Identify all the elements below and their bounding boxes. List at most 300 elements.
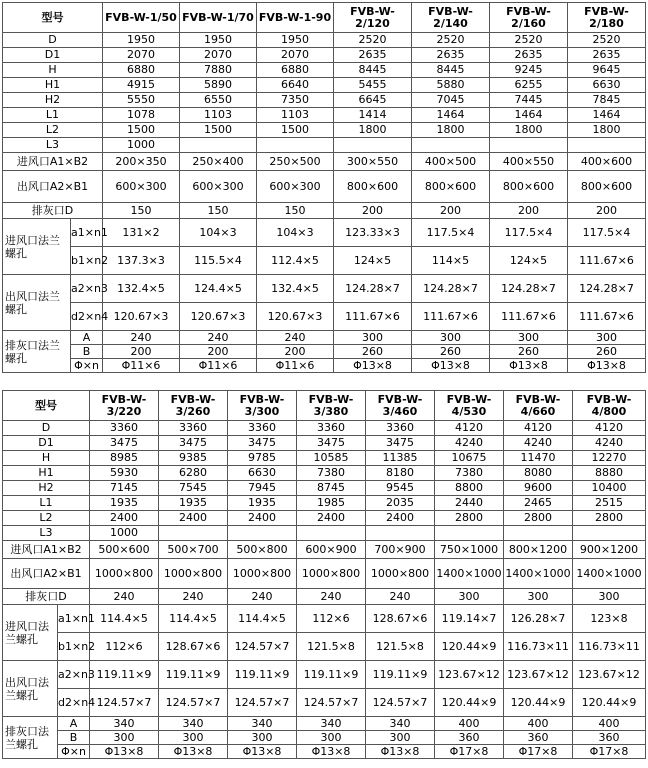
row-label: L3 <box>3 526 90 541</box>
cell-value: 1000×800 <box>366 559 435 589</box>
cell-value: 1800 <box>490 123 568 138</box>
cell-value: Φ13×8 <box>366 745 435 759</box>
cell-value: 1985 <box>297 496 366 511</box>
cell-value: 600×300 <box>103 171 180 203</box>
cell-value: 240 <box>90 589 159 605</box>
header-label: 型号 <box>3 3 103 33</box>
cell-value: 3475 <box>366 436 435 451</box>
cell-value: 400×500 <box>412 153 490 171</box>
cell-value: Φ11×6 <box>103 359 180 373</box>
cell-value: 250×400 <box>180 153 257 171</box>
cell-value: 2070 <box>257 48 334 63</box>
table-row <box>3 33 646 48</box>
cell-value: 119.11×9 <box>366 661 435 689</box>
cell-value: 1950 <box>103 33 180 48</box>
cell-value: 3475 <box>90 436 159 451</box>
sub-label: Φ×n <box>58 745 90 759</box>
cell-value: 2800 <box>435 511 504 526</box>
cell-value: 9785 <box>228 451 297 466</box>
cell-value: 340 <box>90 717 159 731</box>
cell-value: 10400 <box>573 481 646 496</box>
sub-label: A <box>71 331 103 345</box>
model-name: FVB-W-3/380 <box>297 391 366 421</box>
cell-value: 104×3 <box>180 219 257 247</box>
cell-value: 4120 <box>573 421 646 436</box>
row-label: L2 <box>3 511 90 526</box>
cell-value: 1500 <box>180 123 257 138</box>
cell-value: 7380 <box>435 466 504 481</box>
cell-value <box>366 526 435 541</box>
cell-value: 124.4×5 <box>180 275 257 303</box>
cell-value: 116.73×11 <box>573 633 646 661</box>
sub-label: B <box>58 731 90 745</box>
cell-value: 1000×800 <box>228 559 297 589</box>
cell-value: Φ13×8 <box>297 745 366 759</box>
row-label: L2 <box>3 123 103 138</box>
cell-value: 600×300 <box>257 171 334 203</box>
cell-value: 300 <box>334 331 412 345</box>
cell-value: 2800 <box>573 511 646 526</box>
cell-value: 1103 <box>257 108 334 123</box>
cell-value: 128.67×6 <box>366 605 435 633</box>
cell-value: Φ11×6 <box>180 359 257 373</box>
model-name: FVB-W-1/50 <box>103 3 180 33</box>
cell-value <box>257 138 334 153</box>
cell-value: 124.57×7 <box>228 633 297 661</box>
cell-value: 400 <box>435 717 504 731</box>
cell-value: 3475 <box>228 436 297 451</box>
cell-value: 1103 <box>180 108 257 123</box>
cell-value: 120.44×9 <box>435 689 504 717</box>
cell-value: 500×600 <box>90 541 159 559</box>
cell-value: 9645 <box>568 63 646 78</box>
cell-value: 119.11×9 <box>297 661 366 689</box>
group-label: 出风口法兰螺孔 <box>3 661 58 717</box>
cell-value: 11385 <box>366 451 435 466</box>
cell-value: 1464 <box>412 108 490 123</box>
cell-value: 117.5×4 <box>568 219 646 247</box>
cell-value: 240 <box>103 331 180 345</box>
cell-value: Φ17×8 <box>573 745 646 759</box>
table-row <box>3 48 646 63</box>
cell-value: 1000×800 <box>159 559 228 589</box>
cell-value: 3360 <box>297 421 366 436</box>
cell-value: 200 <box>334 203 412 219</box>
cell-value: 10585 <box>297 451 366 466</box>
cell-value: 111.67×6 <box>568 247 646 275</box>
table-row <box>3 123 646 138</box>
cell-value: 3360 <box>228 421 297 436</box>
cell-value: 1800 <box>412 123 490 138</box>
cell-value: 1000×800 <box>297 559 366 589</box>
sub-label: a2×n3 <box>58 661 90 689</box>
cell-value: 2400 <box>228 511 297 526</box>
cell-value: 9600 <box>504 481 573 496</box>
cell-value: 4240 <box>573 436 646 451</box>
cell-value: 124.28×7 <box>412 275 490 303</box>
cell-value: 120.44×9 <box>435 633 504 661</box>
row-label: D1 <box>3 436 90 451</box>
model-name: FVB-W-2/180 <box>568 3 646 33</box>
cell-value <box>573 526 646 541</box>
cell-value: Φ13×8 <box>490 359 568 373</box>
cell-value: 400 <box>573 717 646 731</box>
model-name: FVB-W-3/460 <box>366 391 435 421</box>
row-label: 进风口A1×B2 <box>3 541 90 559</box>
cell-value: 300 <box>159 731 228 745</box>
cell-value: 120.67×3 <box>257 303 334 331</box>
sub-label: d2×n4 <box>58 689 90 717</box>
table-row <box>3 331 646 345</box>
cell-value: 8445 <box>412 63 490 78</box>
cell-value: 1400×1000 <box>504 559 573 589</box>
row-label: D <box>3 421 90 436</box>
cell-value: 1950 <box>180 33 257 48</box>
cell-value: 120.44×9 <box>504 689 573 717</box>
cell-value: 2520 <box>412 33 490 48</box>
row-label: H1 <box>3 78 103 93</box>
cell-value: 6630 <box>568 78 646 93</box>
cell-value: 7545 <box>159 481 228 496</box>
table-row <box>3 605 646 633</box>
cell-value: 600×300 <box>180 171 257 203</box>
header-row <box>3 3 646 33</box>
cell-value: 340 <box>159 717 228 731</box>
cell-value: 6880 <box>257 63 334 78</box>
cell-value: 5455 <box>334 78 412 93</box>
cell-value: 3475 <box>297 436 366 451</box>
cell-value: 121.5×8 <box>297 633 366 661</box>
cell-value: 104×3 <box>257 219 334 247</box>
cell-value: 2515 <box>573 496 646 511</box>
cell-value: 111.67×6 <box>490 303 568 331</box>
row-label: 出风口A2×B1 <box>3 559 90 589</box>
row-label: H2 <box>3 481 90 496</box>
cell-value: 6255 <box>490 78 568 93</box>
spec-table-1 <box>2 2 646 373</box>
cell-value: 200×350 <box>103 153 180 171</box>
table-row <box>3 731 646 745</box>
cell-value: 2400 <box>366 511 435 526</box>
table-row <box>3 661 646 689</box>
cell-value: 119.14×7 <box>435 605 504 633</box>
cell-value: 800×600 <box>568 171 646 203</box>
cell-value: 4240 <box>504 436 573 451</box>
cell-value: 124.57×7 <box>159 689 228 717</box>
cell-value: 2400 <box>297 511 366 526</box>
table-row <box>3 275 646 303</box>
table-row <box>3 481 646 496</box>
cell-value: 240 <box>180 331 257 345</box>
cell-value: 800×600 <box>412 171 490 203</box>
cell-value: 9245 <box>490 63 568 78</box>
cell-value: 128.67×6 <box>159 633 228 661</box>
cell-value: 300 <box>568 331 646 345</box>
cell-value: 1800 <box>568 123 646 138</box>
cell-value: 260 <box>334 345 412 359</box>
cell-value <box>568 138 646 153</box>
model-name: FVB-W-3/260 <box>159 391 228 421</box>
table-row <box>3 745 646 759</box>
cell-value: 119.11×9 <box>159 661 228 689</box>
cell-value: 300 <box>573 589 646 605</box>
cell-value: 124.57×7 <box>297 689 366 717</box>
cell-value: 400×600 <box>568 153 646 171</box>
cell-value: 1414 <box>334 108 412 123</box>
group-label: 进风口法兰螺孔 <box>3 605 58 661</box>
cell-value: 8985 <box>90 451 159 466</box>
model-name: FVB-W-3/300 <box>228 391 297 421</box>
cell-value: 340 <box>366 717 435 731</box>
cell-value: 200 <box>257 345 334 359</box>
cell-value: Φ11×6 <box>257 359 334 373</box>
cell-value: 8445 <box>334 63 412 78</box>
table-row <box>3 421 646 436</box>
row-label: L1 <box>3 496 90 511</box>
cell-value: 132.4×5 <box>103 275 180 303</box>
sub-label: b1×n2 <box>58 633 90 661</box>
cell-value: 1464 <box>568 108 646 123</box>
cell-value: 8180 <box>366 466 435 481</box>
cell-value: 2635 <box>334 48 412 63</box>
table-row <box>3 466 646 481</box>
cell-value: 3360 <box>90 421 159 436</box>
table-row <box>3 345 646 359</box>
cell-value: 7445 <box>490 93 568 108</box>
table-row <box>3 153 646 171</box>
cell-value: 500×700 <box>159 541 228 559</box>
cell-value: 260 <box>490 345 568 359</box>
cell-value: 1000 <box>90 526 159 541</box>
cell-value: 6550 <box>180 93 257 108</box>
cell-value: 119.11×9 <box>228 661 297 689</box>
cell-value: 8745 <box>297 481 366 496</box>
cell-value: 123×8 <box>573 605 646 633</box>
model-name: FVB-W-1-90 <box>257 3 334 33</box>
cell-value: 7045 <box>412 93 490 108</box>
cell-value: 7350 <box>257 93 334 108</box>
cell-value: 7145 <box>90 481 159 496</box>
cell-value: 2440 <box>435 496 504 511</box>
cell-value: 124.28×7 <box>568 275 646 303</box>
table-row <box>3 511 646 526</box>
table-row <box>3 633 646 661</box>
cell-value: 2465 <box>504 496 573 511</box>
cell-value: 1500 <box>257 123 334 138</box>
cell-value: 300 <box>412 331 490 345</box>
cell-value: 240 <box>297 589 366 605</box>
cell-value: 700×900 <box>366 541 435 559</box>
model-name: FVB-W-1/70 <box>180 3 257 33</box>
cell-value <box>228 526 297 541</box>
cell-value: 5930 <box>90 466 159 481</box>
cell-value: 1935 <box>228 496 297 511</box>
row-label: L3 <box>3 138 103 153</box>
cell-value: 9385 <box>159 451 228 466</box>
cell-value: 300 <box>228 731 297 745</box>
cell-value: 340 <box>297 717 366 731</box>
cell-value: 360 <box>504 731 573 745</box>
cell-value: 500×800 <box>228 541 297 559</box>
row-label: 排灰口D <box>3 203 103 219</box>
cell-value: 1000 <box>103 138 180 153</box>
cell-value: 200 <box>103 345 180 359</box>
cell-value: Φ13×8 <box>334 359 412 373</box>
cell-value: 124×5 <box>334 247 412 275</box>
cell-value: 250×500 <box>257 153 334 171</box>
table-row <box>3 93 646 108</box>
cell-value: 200 <box>490 203 568 219</box>
sub-label: b1×n2 <box>71 247 103 275</box>
cell-value: 1500 <box>103 123 180 138</box>
cell-value: 1935 <box>90 496 159 511</box>
cell-value: 8800 <box>435 481 504 496</box>
cell-value: Φ17×8 <box>435 745 504 759</box>
group-label: 出风口法兰螺孔 <box>3 275 71 331</box>
cell-value: 5550 <box>103 93 180 108</box>
table-row <box>3 359 646 373</box>
cell-value <box>490 138 568 153</box>
table-row <box>3 203 646 219</box>
cell-value: 5890 <box>180 78 257 93</box>
cell-value: 121.5×8 <box>366 633 435 661</box>
table-row <box>3 451 646 466</box>
table-row <box>3 589 646 605</box>
cell-value: 6630 <box>228 466 297 481</box>
cell-value: 2635 <box>568 48 646 63</box>
cell-value: 123.67×12 <box>504 661 573 689</box>
cell-value: 120.67×3 <box>180 303 257 331</box>
cell-value <box>435 526 504 541</box>
cell-value: 4120 <box>435 421 504 436</box>
cell-value: 3475 <box>159 436 228 451</box>
cell-value: 800×1200 <box>504 541 573 559</box>
cell-value: 240 <box>228 589 297 605</box>
cell-value: 800×600 <box>334 171 412 203</box>
cell-value: 114.4×5 <box>90 605 159 633</box>
cell-value: 126.28×7 <box>504 605 573 633</box>
row-label: H <box>3 63 103 78</box>
cell-value: Φ17×8 <box>504 745 573 759</box>
cell-value: 1800 <box>334 123 412 138</box>
cell-value: 115.5×4 <box>180 247 257 275</box>
cell-value: Φ13×8 <box>159 745 228 759</box>
sub-label: a1×n1 <box>71 219 103 247</box>
table-row <box>3 689 646 717</box>
sub-label: a1×n1 <box>58 605 90 633</box>
cell-value: 116.73×11 <box>504 633 573 661</box>
cell-value: 8080 <box>504 466 573 481</box>
cell-value <box>504 526 573 541</box>
table-row <box>3 541 646 559</box>
cell-value: 123.33×3 <box>334 219 412 247</box>
model-name: FVB-W-4/660 <box>504 391 573 421</box>
cell-value: 150 <box>103 203 180 219</box>
group-label: 进风口法兰螺孔 <box>3 219 71 275</box>
cell-value: 2070 <box>180 48 257 63</box>
row-label: 排灰口D <box>3 589 90 605</box>
cell-value: 300 <box>90 731 159 745</box>
table-row <box>3 171 646 203</box>
cell-value: 300 <box>435 589 504 605</box>
cell-value: 2635 <box>412 48 490 63</box>
row-label: L1 <box>3 108 103 123</box>
cell-value: 6880 <box>103 63 180 78</box>
cell-value: 2520 <box>334 33 412 48</box>
table-row <box>3 303 646 331</box>
cell-value: 1935 <box>159 496 228 511</box>
table-row <box>3 63 646 78</box>
cell-value: 300 <box>490 331 568 345</box>
model-name: FVB-W-4/530 <box>435 391 504 421</box>
cell-value: 111.67×6 <box>412 303 490 331</box>
cell-value: 2070 <box>103 48 180 63</box>
group-label: 排灰口法兰螺孔 <box>3 331 71 373</box>
cell-value: 124×5 <box>490 247 568 275</box>
model-name: FVB-W-2/140 <box>412 3 490 33</box>
cell-value: 750×1000 <box>435 541 504 559</box>
header-row <box>3 391 646 421</box>
cell-value: 2400 <box>90 511 159 526</box>
cell-value: 6640 <box>257 78 334 93</box>
cell-value: 2520 <box>490 33 568 48</box>
cell-value: 4120 <box>504 421 573 436</box>
cell-value: 360 <box>435 731 504 745</box>
cell-value: 2400 <box>159 511 228 526</box>
cell-value: Φ13×8 <box>568 359 646 373</box>
cell-value: 7945 <box>228 481 297 496</box>
cell-value: 119.11×9 <box>90 661 159 689</box>
cell-value: 200 <box>180 345 257 359</box>
cell-value: 117.5×4 <box>490 219 568 247</box>
cell-value: 2635 <box>490 48 568 63</box>
header-label: 型号 <box>3 391 90 421</box>
cell-value: 240 <box>257 331 334 345</box>
cell-value: 114.4×5 <box>228 605 297 633</box>
cell-value: 124.28×7 <box>334 275 412 303</box>
cell-value: 4240 <box>435 436 504 451</box>
cell-value: 4915 <box>103 78 180 93</box>
cell-value: 800×600 <box>490 171 568 203</box>
model-name: FVB-W-4/800 <box>573 391 646 421</box>
cell-value: 300 <box>366 731 435 745</box>
cell-value: 200 <box>412 203 490 219</box>
model-name: FVB-W-2/160 <box>490 3 568 33</box>
cell-value: 112.4×5 <box>257 247 334 275</box>
cell-value: 111.67×6 <box>334 303 412 331</box>
table-row <box>3 526 646 541</box>
cell-value: 260 <box>412 345 490 359</box>
row-label: 进风口A1×B2 <box>3 153 103 171</box>
cell-value: 5880 <box>412 78 490 93</box>
cell-value: 123.67×12 <box>573 661 646 689</box>
row-label: D1 <box>3 48 103 63</box>
cell-value: 260 <box>568 345 646 359</box>
cell-value: 132.4×5 <box>257 275 334 303</box>
cell-value: 114.4×5 <box>159 605 228 633</box>
cell-value: 114×5 <box>412 247 490 275</box>
cell-value: 123.67×12 <box>435 661 504 689</box>
cell-value <box>180 138 257 153</box>
row-label: H <box>3 451 90 466</box>
cell-value: 112×6 <box>90 633 159 661</box>
table-row <box>3 108 646 123</box>
cell-value: 1950 <box>257 33 334 48</box>
cell-value: 300 <box>504 589 573 605</box>
cell-value <box>297 526 366 541</box>
cell-value: 400×550 <box>490 153 568 171</box>
cell-value: 112×6 <box>297 605 366 633</box>
